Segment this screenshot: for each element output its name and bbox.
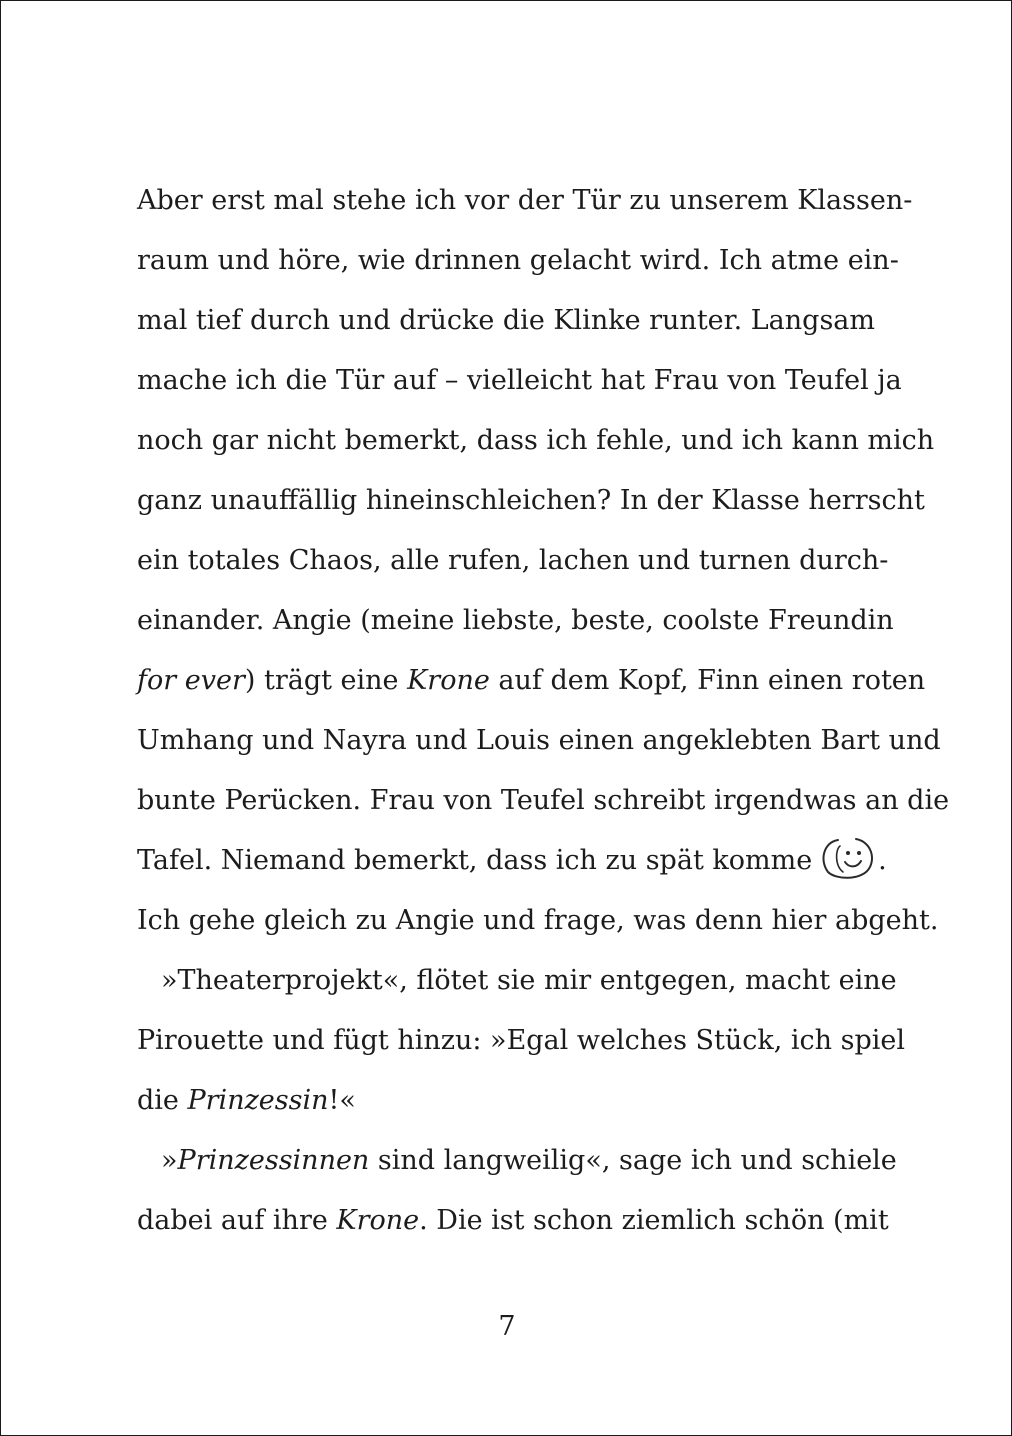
text-line: raum und höre, wie drinnen gelacht wird. Ich atme ein- — [137, 245, 899, 276]
text-line: bunte Perücken. Frau von Teufel schreibt irgendwas an die — [137, 785, 950, 816]
text-line: Umhang und Nayra und Louis einen angeklebten Bart und — [137, 725, 941, 756]
text-line: »Prinzessinnen sind langweilig«, sage ich und schiele — [161, 1145, 897, 1176]
text-line: Ich gehe gleich zu Angie und frage, was denn hier abgeht. — [137, 905, 939, 936]
text-line: Pirouette und fügt hinzu: »Egal welches Stück, ich spiel — [137, 1025, 906, 1056]
text-line: ganz unauffällig hineinschleichen? In der Klasse herrscht — [137, 485, 925, 516]
page-number: 7 — [498, 1311, 516, 1342]
body-text — [137, 171, 950, 1380]
text-line: Tafel. Niemand bemerkt, dass ich zu spät komme . — [137, 831, 887, 891]
text-line: Aber erst mal stehe ich vor der Tür zu unserem Klassen- — [137, 185, 913, 216]
text-line: for ever) trägt eine Krone auf dem Kopf, Finn einen roten — [137, 665, 926, 696]
smiley-face-icon — [816, 836, 878, 880]
text-line: die Prinzessin!« — [137, 1085, 356, 1116]
text-line: »Theaterprojekt«, flötet sie mir entgegen, macht eine — [161, 965, 897, 996]
text-line: ein totales Chaos, alle rufen, lachen und turnen durch- — [137, 545, 889, 576]
text-line: einander. Angie (meine liebste, beste, coolste Freundin — [137, 605, 894, 636]
text-line: mal tief durch und drücke die Klinke runter. Langsam — [137, 305, 876, 336]
text-line: dabei auf ihre Krone. Die ist schon ziemlich schön (mit — [137, 1205, 889, 1236]
text-line: mache ich die Tür auf – vielleicht hat Frau von Teufel ja — [137, 365, 902, 396]
text-line: noch gar nicht bemerkt, dass ich fehle, und ich kann mich — [137, 425, 935, 456]
